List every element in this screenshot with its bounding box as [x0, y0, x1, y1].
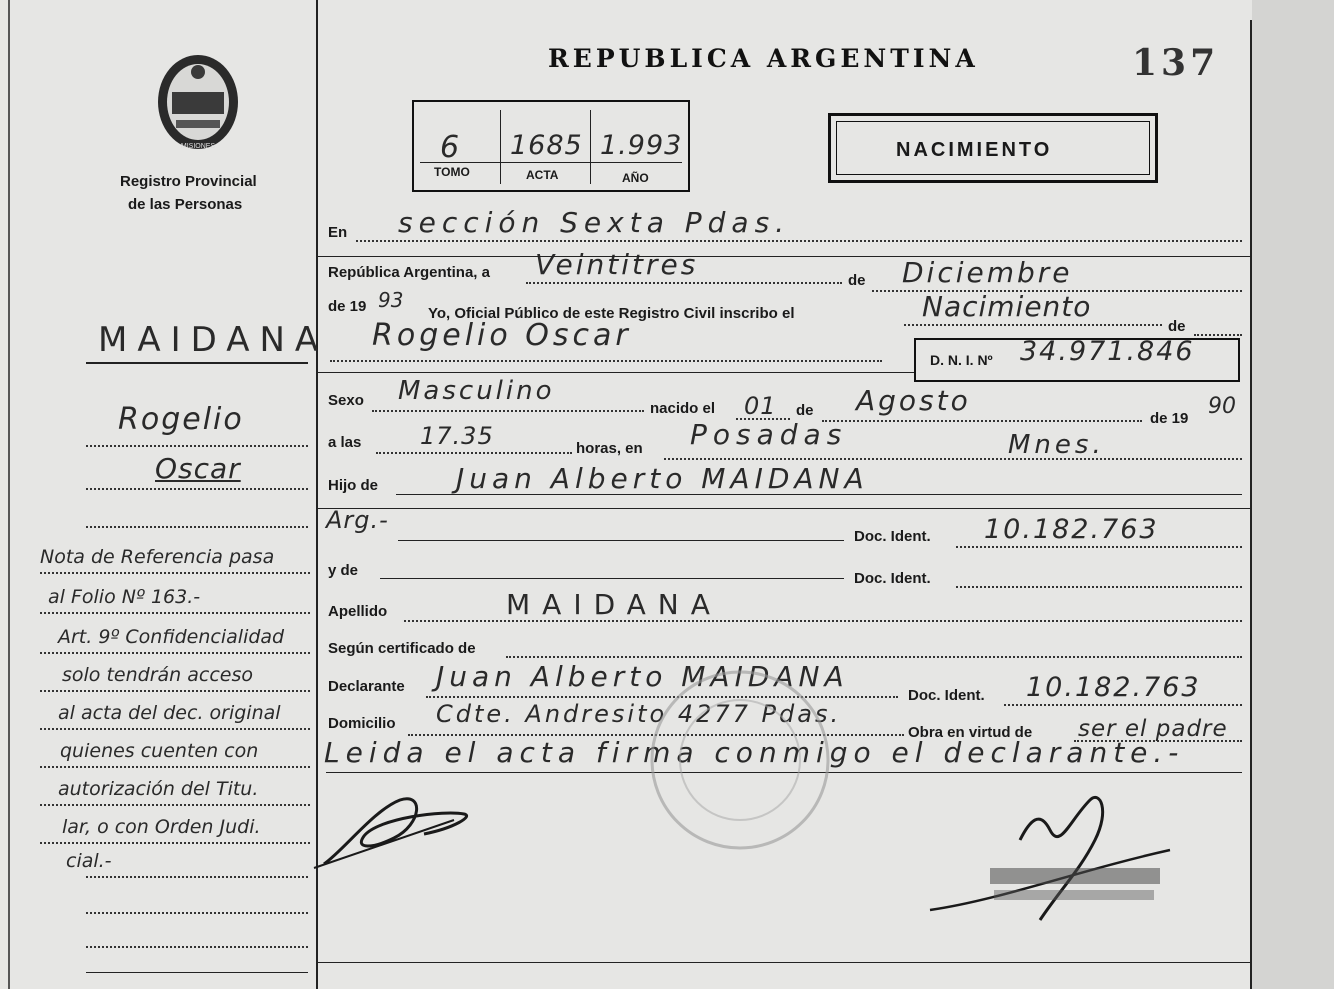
obra-value: ser el padre — [1078, 716, 1228, 742]
nacido-year: 90 — [1208, 394, 1236, 419]
tomo-label: TOMO — [434, 165, 470, 179]
ref-divider-2 — [590, 110, 591, 184]
declarante-label: Declarante — [328, 678, 405, 695]
margin-name2: Oscar — [155, 452, 241, 485]
nacido-day: 01 — [744, 392, 777, 420]
note-dots-4 — [40, 690, 310, 692]
page-number: 137 — [1132, 42, 1220, 84]
year-prefix-2: de 19 — [1150, 410, 1189, 427]
sexo-dots — [372, 410, 644, 412]
margin-dots-4 — [86, 876, 308, 878]
registry-name-line2: de las Personas — [128, 196, 243, 213]
registry-name-line1: Registro Provincial — [120, 173, 257, 190]
note-line-6: quienes cuenten con — [60, 740, 259, 762]
segun-dots — [506, 656, 1242, 658]
margin-dots-5 — [86, 912, 308, 914]
acta-value: 1685 — [510, 130, 583, 161]
domicilio-label: Domicilio — [328, 715, 396, 732]
note-dots-5 — [40, 728, 310, 730]
seal-label: MISIONES — [180, 143, 216, 150]
rule-1 — [318, 256, 1250, 257]
note-line-9: cial.- — [66, 850, 112, 872]
margin-dots-1 — [86, 445, 308, 447]
horas-label: horas, en — [576, 440, 643, 457]
person-name: Rogelio Oscar — [372, 318, 632, 353]
rule-2 — [318, 372, 914, 373]
note-dots-8 — [40, 842, 310, 844]
place-dots — [664, 458, 1242, 460]
seccion-value: sección Sexta Pdas. — [398, 206, 791, 239]
tomo-value: 6 — [440, 130, 463, 165]
margin-dots-3 — [86, 526, 308, 528]
day-dots — [526, 282, 842, 284]
note-line-2: al Folio Nº 163.- — [48, 586, 201, 608]
dni-value: 34.971.846 — [1020, 336, 1195, 367]
obra-label: Obra en virtud de — [908, 724, 1033, 741]
father-nat-line — [398, 540, 844, 541]
hour-value: 17.35 — [420, 422, 494, 450]
note-line-7: autorización del Titu. — [58, 778, 259, 800]
year-prefix: de 19 — [328, 298, 367, 315]
adjacent-page-strip — [1252, 0, 1334, 989]
note-dots-2 — [40, 612, 310, 614]
month-value: Diciembre — [902, 256, 1073, 289]
leida-value: Leida el acta firma conmigo el declarante.- — [324, 736, 1185, 769]
name-dots — [330, 360, 882, 362]
father-doc-dots — [956, 546, 1242, 548]
segun-label: Según certificado de — [328, 640, 476, 657]
father-doc: 10.182.763 — [984, 514, 1159, 545]
hour-dots — [376, 452, 572, 454]
yde-label: y de — [328, 562, 359, 579]
acta-label: ACTA — [526, 168, 559, 182]
note-dots-7 — [40, 804, 310, 806]
sexo-label: Sexo — [328, 392, 364, 409]
note-line-8: lar, o con Orden Judi. — [62, 816, 261, 838]
apellido-label: Apellido — [328, 603, 388, 620]
left-edge-line — [8, 0, 10, 989]
note-line-4: solo tendrán acceso — [62, 664, 253, 686]
hijo-label: Hijo de — [328, 477, 379, 494]
doc-label-3: Doc. Ident. — [908, 687, 985, 704]
apellido-value: MAIDANA — [506, 588, 722, 621]
en-dots — [356, 240, 1242, 242]
yo-oficial-label: Yo, Oficial Público de este Registro Civil inscribo el — [428, 305, 795, 322]
official-signature-icon — [920, 780, 1180, 960]
note-dots-6 — [40, 766, 310, 768]
year-value: 93 — [378, 288, 404, 312]
margin-dots-2 — [86, 488, 308, 490]
official-stamp-icon — [640, 660, 840, 860]
note-dots-1 — [40, 572, 310, 574]
margin-dots-6 — [86, 946, 308, 948]
de-label-3: de — [796, 402, 814, 419]
place-value-2: Mnes. — [1008, 430, 1105, 460]
note-line-3: Art. 9º Confidencialidad — [58, 626, 285, 648]
de-label: de — [848, 272, 866, 289]
de2-dots — [1194, 334, 1242, 336]
margin-bottom-line — [86, 972, 308, 973]
rule-3 — [318, 508, 1250, 509]
margin-name1: Rogelio — [118, 402, 244, 437]
sexo-value: Masculino — [398, 376, 555, 406]
declarant-signature-icon — [304, 780, 504, 890]
doc-label: Doc. Ident. — [854, 528, 931, 545]
en-label: En — [328, 224, 348, 241]
place-value: Posadas — [690, 418, 848, 451]
mother-doc-dots — [956, 586, 1242, 588]
misiones-seal-icon — [150, 50, 246, 154]
declarante-doc-dots — [1004, 704, 1242, 706]
alas-label: a las — [328, 434, 362, 451]
inscribo-value: Nacimiento — [922, 290, 1092, 323]
note-line-5: al acta del dec. original — [58, 702, 281, 724]
page-title: REPUBLICA ARGENTINA — [548, 44, 979, 73]
day-value: Veintitres — [535, 248, 699, 281]
nacido-label: nacido el — [650, 400, 716, 417]
ano-label: AÑO — [622, 171, 649, 185]
declarante-value: Juan Alberto MAIDANA — [436, 660, 849, 693]
act-type-label: NACIMIENTO — [896, 139, 1053, 161]
ref-divider-1 — [500, 110, 501, 184]
dni-label: D. N. I. Nº — [930, 352, 993, 368]
nacido-month: Agosto — [856, 384, 971, 417]
nacido-month-dots — [822, 420, 1142, 422]
father-name: Juan Alberto MAIDANA — [456, 462, 869, 495]
de-label-2: de — [1168, 318, 1186, 335]
ano-value: 1.993 — [600, 130, 683, 161]
mother-line — [380, 578, 844, 579]
note-dots-3 — [40, 652, 310, 654]
note-line-1: Nota de Referencia pasa — [40, 546, 275, 568]
declarante-doc: 10.182.763 — [1026, 672, 1201, 703]
margin-surname-line — [86, 362, 308, 364]
margin-surname: MAIDANA — [98, 320, 329, 360]
father-nationality: Arg.- — [326, 506, 389, 534]
rule-bottom — [318, 962, 1250, 963]
doc-label-2: Doc. Ident. — [854, 570, 931, 587]
republica-label: República Argentina, a — [328, 264, 490, 281]
domicilio-value: Cdte. Andresito 4277 Pdas. — [436, 700, 842, 728]
inscribo-dots — [904, 324, 1162, 326]
